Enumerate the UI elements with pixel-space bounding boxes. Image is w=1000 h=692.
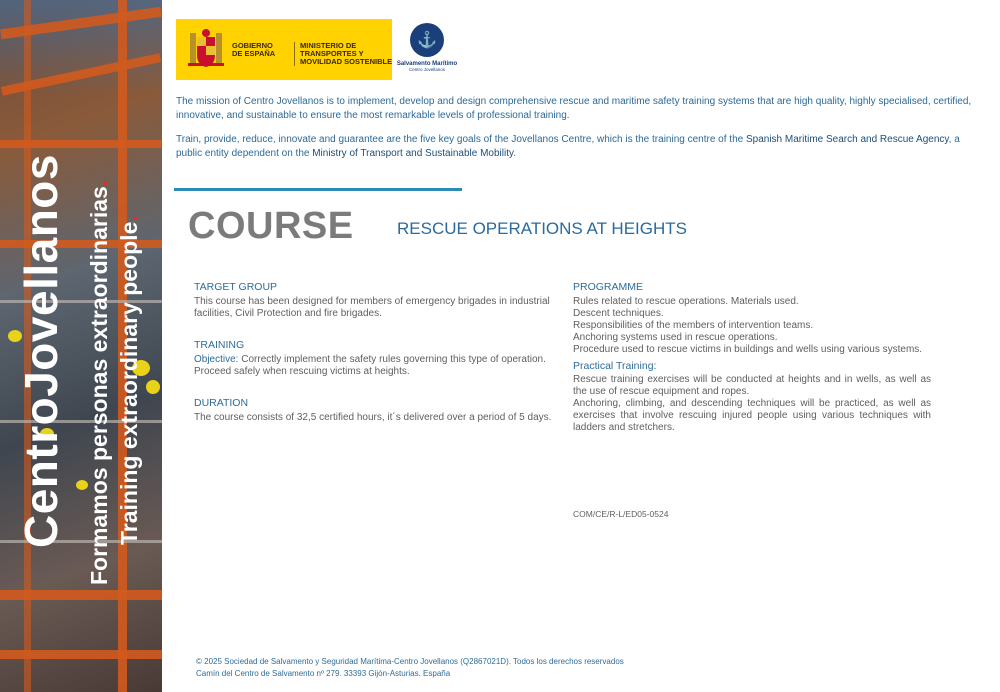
copyright-line: © 2025 Sociedad de Salvamento y Seguridad Marítima-Centro Jovellanos (Q2867021D). Todos los derechos reservados	[196, 657, 624, 666]
mission-paragraph: The mission of Centro Jovellanos is to implement, develop and design comprehensive rescue and maritime safety training systems that are high quality, highly specialised, certified, innovative, and sustainable to ensure the most remarkable levels of professional training.	[176, 96, 972, 121]
goals-paragraph: Train, provide, reduce, innovate and guarantee are the five key goals of the Jovellanos Centre, which is the training centre of the Spanish Maritime Search and Rescue Agency, a public entity dependent on the Ministry of Transport and Sustainable Mobility.	[176, 134, 960, 159]
government-logo	[176, 19, 392, 80]
programme-item: Descent techniques.	[573, 308, 664, 319]
address-line: Camín del Centro de Salvamento nº 279. 33393 Gijón-Asturias. España	[196, 669, 451, 678]
intro-text	[176, 95, 986, 171]
practical-item: Rescue training exercises will be conducted at heights and in wells, as well as the use of rescue equipment and ropes.	[573, 374, 931, 397]
sidebar-photo	[0, 0, 162, 692]
course-label: COURSE	[188, 205, 354, 247]
divider	[174, 188, 462, 191]
practical-item: Anchoring, climbing, and descending techniques will be practiced, as well as exercises that involve rescuing injured people using various techniques with ladders and stretchers.	[573, 398, 931, 433]
agency-link: Spanish Maritime Search and Rescue Agency	[745, 134, 949, 145]
right-column	[573, 281, 931, 434]
gov-left-text: GOBIERNO DE ESPAÑA	[232, 41, 276, 58]
programme-item: Rules related to rescue operations. Materials used.	[573, 296, 799, 307]
programme-item: Procedure used to rescue victims in buildings and wells using various systems.	[573, 344, 923, 355]
ministry-link: Ministry of Transport and Sustainable Mobility	[312, 148, 514, 159]
training-body: Objective: Correctly implement the safety rules governing this type of operation. Proceed safely when rescuing victims at heights.	[194, 354, 554, 378]
brand-vertical: CentroJovellanos	[15, 154, 67, 548]
programme-item: Responsibilities of the members of intervention teams.	[573, 320, 814, 331]
anchor-icon: ⚓	[410, 23, 444, 57]
footer	[196, 656, 624, 680]
course-code: COM/CE/R-L/ED05-0524	[573, 509, 669, 519]
programme-item: Anchoring systems used in rescue operations.	[573, 332, 778, 343]
objective-label: Objective:	[194, 354, 239, 365]
left-column	[194, 281, 554, 443]
target-group-heading: TARGET GROUP	[194, 281, 278, 293]
ministry-text: MINISTERIO DE TRANSPORTES Y MOVILIDAD SOSTENIBLE	[294, 42, 396, 66]
duration-heading: DURATION	[194, 397, 249, 409]
worker-helmet	[146, 380, 160, 394]
sasemar-sub: Centro Jovellanos	[408, 67, 446, 72]
programme-heading: PROGRAMME	[573, 281, 644, 293]
sasemar-name: Salvamento Marítimo	[396, 61, 458, 67]
course-title: RESCUE OPERATIONS AT HEIGHTS	[397, 219, 687, 238]
coat-of-arms-icon	[186, 27, 226, 71]
sasemar-logo	[392, 19, 462, 80]
target-group-body: This course has been designed for members of emergency brigades in industrial facilities, Civil Protection and fire brigades.	[194, 296, 550, 319]
training-heading: TRAINING	[194, 339, 245, 351]
duration-body: The course consists of 32,5 certified hours, it´s delivered over a period of 5 days.	[194, 412, 552, 423]
tagline-spanish: Formamos personas extraordinarias.	[86, 179, 112, 585]
training-line2: Proceed safely when rescuing victims at heights.	[194, 366, 410, 377]
tagline-english: Training extraordinary people.	[116, 215, 142, 545]
practical-training-heading: Practical Training:	[573, 360, 657, 372]
